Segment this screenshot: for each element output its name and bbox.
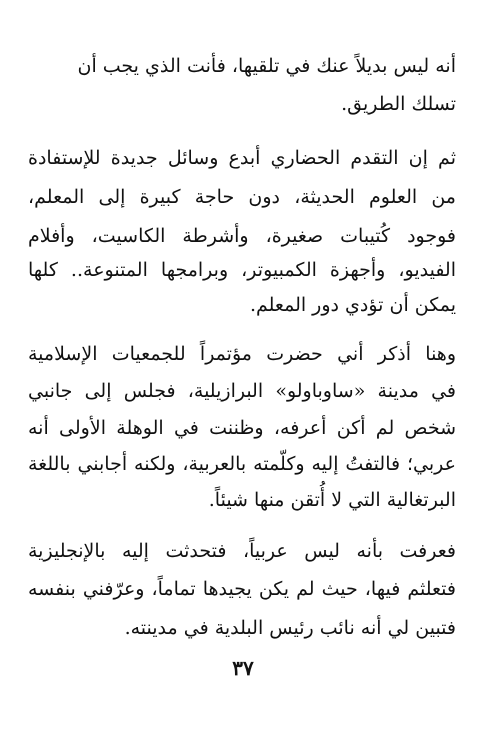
paragraph-3-line-5: البرتغالية التي لا أُتقن منها شيئاً. bbox=[208, 489, 456, 511]
paragraph-3-line-4: عربي؛ فالتفتُ إليه وكلّمته بالعربية، ولكنه أجابني باللغة bbox=[28, 453, 456, 475]
paragraph-4-line-3: فتبين لي أنه نائب رئيس البلدية في مدينته. bbox=[124, 617, 456, 639]
paragraph-2-line-5: يمكن أن تؤدي دور المعلم. bbox=[249, 294, 456, 316]
paragraph-3-line-1: وهنا أذكر أني حضرت مؤتمراً للجمعيات الإسلامية bbox=[28, 343, 456, 365]
paragraph-3-line-3: شخص لم أكن أعرفه، وظننت في الوهلة الأولى أنه bbox=[28, 417, 456, 439]
paragraph-4-line-2: فتعلثم فيها، حيث لم يكن يجيدها تماماً، وعرّفني بنفسه bbox=[28, 578, 456, 600]
paragraph-1-line-1: أنه ليس بديلاً عنك في تلقيها، فأنت الذي يجب أن bbox=[77, 55, 456, 77]
paragraph-3-line-2: في مدينة «ساوباولو» البرازيلية، فجلس إلى جانبي bbox=[28, 380, 456, 402]
paragraph-2-line-1: ثم إن التقدم الحضاري أبدع وسائل جديدة للإستفادة bbox=[28, 147, 456, 169]
paragraph-2-line-3: فوجود كُتيبات صغيرة، وأشرطة الكاسيت، وأفلام bbox=[28, 225, 456, 247]
paragraph-2-line-4: الفيديو، وأجهزة الكمبيوتر، وبرامجها المتنوعة.. كلها bbox=[28, 259, 456, 281]
paragraph-2-line-2: من العلوم الحديثة، دون حاجة كبيرة إلى المعلم، bbox=[28, 186, 456, 208]
paragraph-4-line-1: فعرفت بأنه ليس عربياً، فتحدثت إليه بالإنجليزية bbox=[28, 540, 456, 562]
paragraph-1-line-2: تسلك الطريق. bbox=[341, 93, 456, 115]
page-number: ٣٧ bbox=[232, 656, 254, 680]
